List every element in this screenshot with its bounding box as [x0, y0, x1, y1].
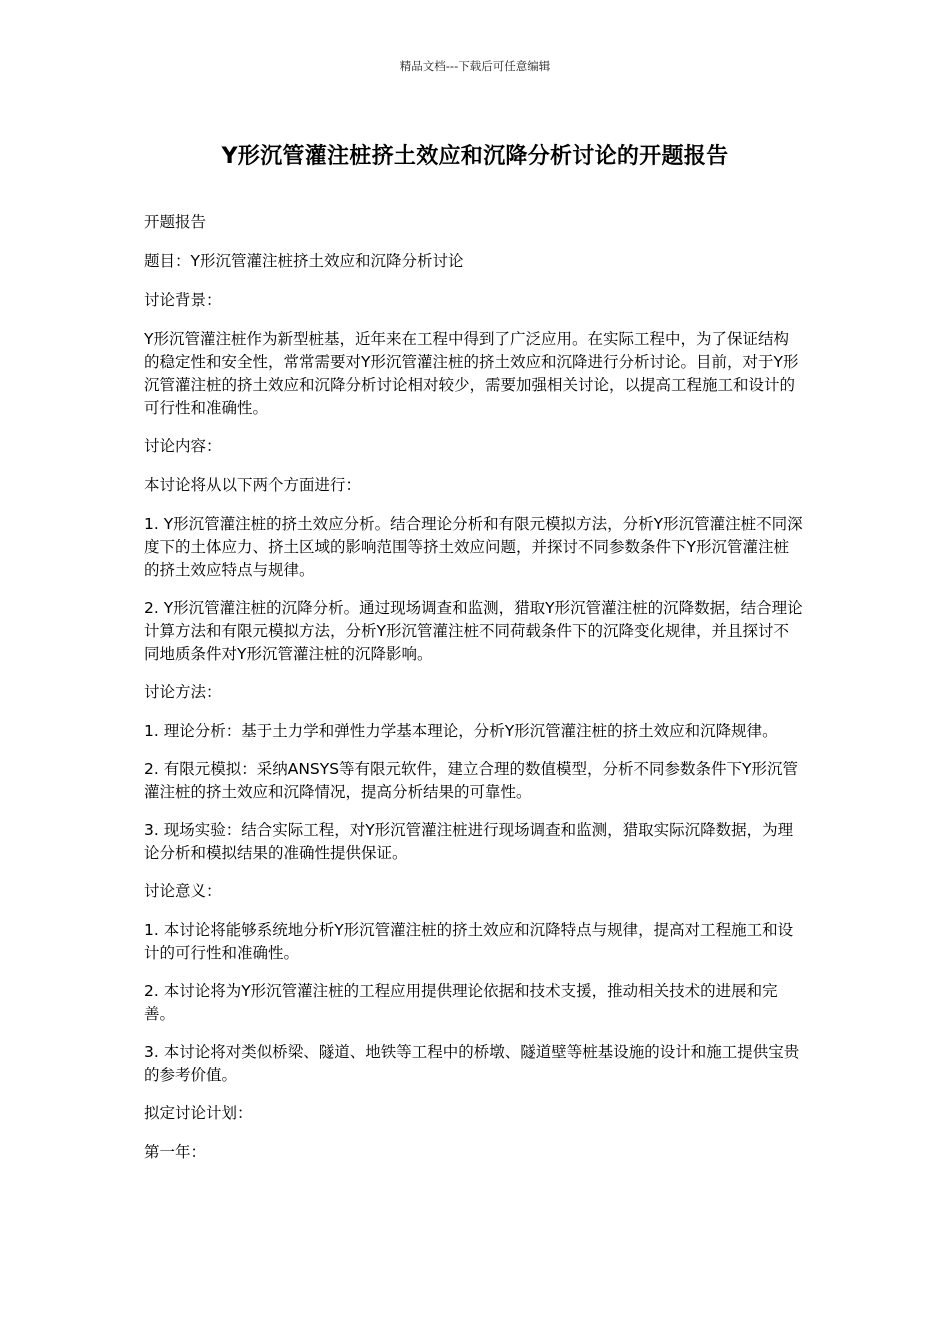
heading-significance: 讨论意义：: [144, 882, 222, 900]
paragraph-method-1: 1. 理论分析：基于土力学和弹性力学基本理论，分析Y形沉管灌注桩的挤土效应和沉降规律。: [144, 722, 778, 740]
paragraph-background: Y形沉管灌注桩作为新型桩基，近年来在工程中得到了广泛应用。在实际工程中，为了保证结构的稳定性和安全性，常常需要对Y形沉管灌注桩的挤土效应和沉降进行分析讨论。目前，对于Y形沉管灌注桩的挤土效应和沉降分析讨论相对较少，需要加强相关讨论，以提高工程施工和设计的可行性和准确性。: [144, 330, 799, 417]
document-title: Y形沉管灌注桩挤土效应和沉降分析讨论的开题报告: [221, 144, 729, 169]
paragraph-content-1: 1. Y形沉管灌注桩的挤土效应分析。结合理论分析和有限元模拟方法，分析Y形沉管灌注桩不同深度下的土体应力、挤土区域的影响范围等挤土效应问题，并探讨不同参数条件下Y形沉管灌注桩的挤土效应特点与规律。: [144, 515, 803, 579]
heading-background: 讨论背景：: [144, 291, 222, 309]
paragraph-topic: 题目：Y形沉管灌注桩挤土效应和沉降分析讨论: [144, 252, 464, 270]
paragraph-year-one: 第一年：: [144, 1143, 207, 1161]
document-body: [144, 211, 804, 1180]
paragraph-method-3: 3. 现场实验：结合实际工程，对Y形沉管灌注桩进行现场调查和监测，猎取实际沉降数据，为理论分析和模拟结果的准确性提供保证。: [144, 821, 794, 862]
header-note: 精品文档---下载后可任意编辑: [399, 59, 551, 73]
paragraph-method-2: 2. 有限元模拟：采纳ANSYS等有限元软件，建立合理的数值模型，分析不同参数条件下Y形沉管灌注桩的挤土效应和沉降情况，提高分析结果的可靠性。: [144, 760, 799, 801]
heading-methods: 讨论方法：: [144, 683, 222, 701]
paragraph-content-2: 2. Y形沉管灌注桩的沉降分析。通过现场调查和监测，猎取Y形沉管灌注桩的沉降数据，结合理论计算方法和有限元模拟方法，分析Y形沉管灌注桩不同荷载条件下的沉降变化规律，并且探讨不同地质条件对Y形沉管灌注桩的沉降影响。: [144, 599, 803, 663]
heading-plan: 拟定讨论计划：: [144, 1104, 253, 1122]
paragraph-significance-1: 1. 本讨论将能够系统地分析Y形沉管灌注桩的挤土效应和沉降特点与规律，提高对工程施工和设计的可行性和准确性。: [144, 921, 794, 962]
paragraph-report-label: 开题报告: [144, 213, 207, 231]
paragraph-significance-3: 3. 本讨论将对类似桥梁、隧道、地铁等工程中的桥墩、隧道壁等桩基设施的设计和施工提供宝贵的参考价值。: [144, 1043, 800, 1084]
paragraph-significance-2: 2. 本讨论将为Y形沉管灌注桩的工程应用提供理论依据和技术支援，推动相关技术的进展和完善。: [144, 982, 778, 1023]
paragraph-content-intro: 本讨论将从以下两个方面进行：: [144, 476, 362, 494]
heading-content: 讨论内容：: [144, 437, 222, 455]
